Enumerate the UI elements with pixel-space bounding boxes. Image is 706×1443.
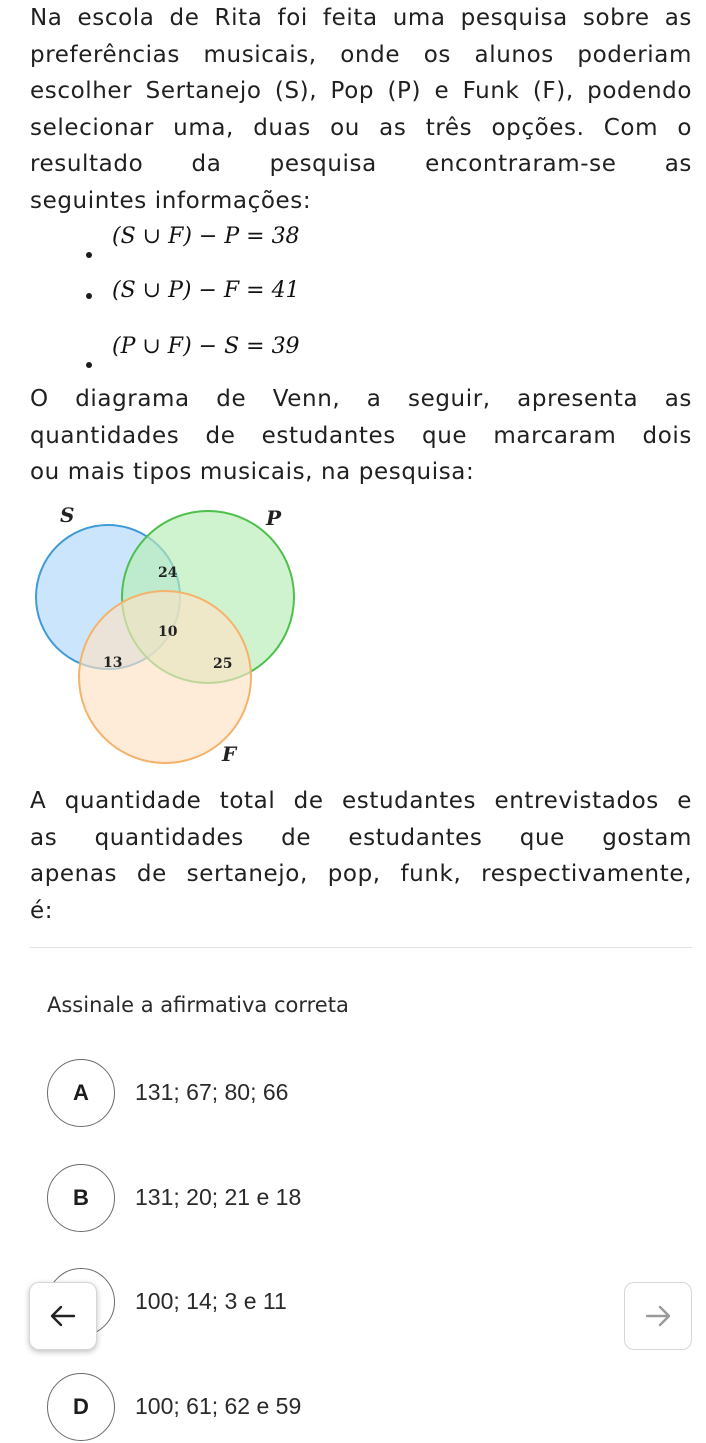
option-text: 100; 14; 3 e 11 (135, 1288, 287, 1314)
question-text (30, 0, 692, 219)
info-formula: (S ∪ P) − F = 41 (112, 278, 300, 303)
question-line: Na escola de Rita foi feita uma pesquisa sobre as (30, 5, 692, 31)
question-line: escolher Sertanejo (S), Pop (P) e Funk (F), podendo (30, 78, 692, 104)
info-item (86, 334, 386, 364)
question-line: é: (30, 897, 54, 924)
region-p-and-f: 25 (213, 656, 233, 672)
option-letter: D (47, 1373, 115, 1441)
info-item (86, 278, 386, 308)
question-line: preferências musicais, onde os alunos poderiam (30, 41, 692, 68)
venn-diagram (30, 495, 310, 775)
option-text: 131; 67; 80; 66 (135, 1079, 289, 1105)
previous-button[interactable] (29, 1282, 97, 1350)
question-line: ou mais tipos musicais, na pesquisa: (30, 459, 475, 485)
question-line: apenas de sertanejo, pop, funk, respectivamente, (30, 861, 692, 887)
option-a[interactable] (47, 1059, 647, 1129)
option-letter: B (47, 1164, 115, 1232)
bullet-icon (86, 293, 92, 299)
question-line: O diagrama de Venn, a seguir, apresenta as (30, 386, 692, 412)
option-c[interactable] (47, 1268, 647, 1338)
question-line: quantidades de estudantes que marcaram dois (30, 422, 692, 449)
info-formula: (S ∪ F) − P = 38 (112, 224, 300, 249)
set-label-f: F (222, 742, 237, 766)
circle-f (79, 591, 251, 763)
bullet-icon (86, 252, 92, 258)
question-line: as quantidades de estudantes que gostam (30, 824, 692, 851)
bullet-icon (86, 362, 92, 368)
info-formula: (P ∪ F) − S = 39 (112, 334, 300, 359)
region-s-and-p: 24 (158, 565, 178, 581)
question-line: selecionar uma, duas ou as três opções. Com o (30, 114, 692, 141)
next-button[interactable] (624, 1282, 692, 1350)
question-prompt (30, 783, 692, 929)
option-letter: A (47, 1059, 115, 1127)
set-label-p: P (266, 506, 282, 530)
region-all-three: 10 (158, 624, 178, 640)
option-text: 100; 61; 62 e 59 (135, 1393, 302, 1419)
option-b[interactable] (47, 1164, 647, 1234)
arrow-left-icon (50, 1305, 76, 1327)
venn-intro-text (30, 381, 692, 491)
option-text: 131; 20; 21 e 18 (135, 1184, 302, 1210)
info-item (86, 224, 386, 254)
divider (30, 947, 692, 948)
question-line: A quantidade total de estudantes entrevistados e (30, 788, 692, 814)
instruction-text: Assinale a afirmativa correta (47, 993, 349, 1017)
region-s-and-f: 13 (103, 655, 123, 671)
arrow-right-icon (645, 1305, 671, 1327)
set-label-s: S (60, 503, 75, 527)
question-line: seguintes informações: (30, 187, 312, 214)
question-line: resultado da pesquisa encontraram-se as (30, 151, 692, 177)
option-d[interactable] (47, 1373, 647, 1443)
